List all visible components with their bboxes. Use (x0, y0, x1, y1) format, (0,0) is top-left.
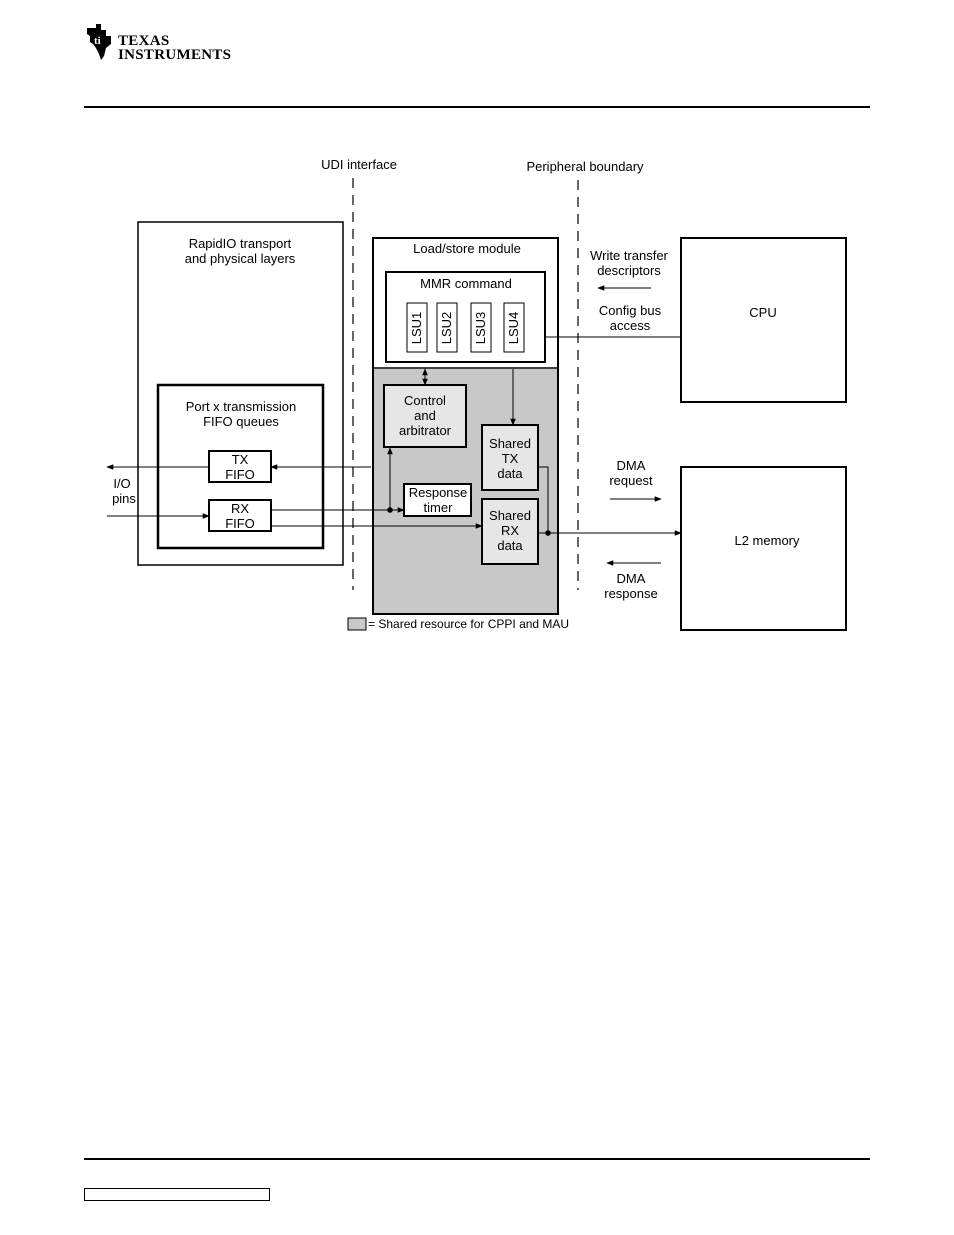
control-label-1: Control (404, 393, 446, 408)
svg-text:ti: ti (94, 35, 101, 47)
dma-response-label-1: DMA (616, 571, 646, 586)
shared-rx-label-3: data (497, 538, 523, 553)
l2-memory-label: L2 memory (734, 533, 800, 548)
cpu-box (681, 238, 846, 402)
write-transfer-label-2: descriptors (597, 263, 661, 278)
logo-line-2: INSTRUMENTS (118, 47, 232, 63)
footer-rule (84, 1158, 870, 1160)
cpu-label: CPU (749, 305, 777, 320)
lsu2-label: LSU2 (439, 311, 454, 345)
rapidio-label-2: and physical layers (184, 251, 296, 266)
config-bus-label-2: access (609, 318, 651, 333)
udi-interface-label: UDI interface (321, 157, 397, 172)
legend-label: = Shared resource for CPPI and MAU (368, 617, 570, 631)
shared-tx-label-1: Shared (489, 436, 531, 451)
control-label-3: arbitrator (398, 423, 452, 438)
shared-tx-label-2: TX (501, 451, 519, 466)
shared-tx-label-3: data (497, 466, 523, 481)
control-label-2: and (414, 408, 436, 423)
lsm-title: Load/store module (413, 241, 521, 256)
junction-dot-l2 (545, 530, 551, 536)
tx-fifo-label-2: FIFO (225, 467, 255, 482)
rx-fifo-label-1: RX (230, 501, 250, 516)
lsu3-label: LSU3 (473, 311, 488, 345)
config-bus-label-1: Config bus (598, 303, 662, 318)
junction-dot (387, 507, 393, 513)
write-transfer-label-1: Write transfer (590, 248, 668, 263)
mmr-command-label: MMR command (420, 276, 512, 291)
peripheral-boundary-label: Peripheral boundary (526, 159, 644, 174)
port-label-2: FIFO queues (203, 414, 279, 429)
shared-rx-label-2: RX (500, 523, 520, 538)
rapidio-label-1: RapidIO transport (188, 236, 292, 251)
l2-memory-box (681, 467, 846, 630)
io-pins-label-1: I/O (113, 476, 131, 491)
dma-request-label-2: request (609, 473, 653, 488)
dma-response-label-2: response (604, 586, 658, 601)
io-pins-label-2: pins (112, 491, 136, 506)
shared-rx-label-1: Shared (489, 508, 531, 523)
footer-box (84, 1188, 270, 1201)
logo-line-1: TEXAS (118, 33, 170, 49)
legend-swatch (348, 618, 366, 630)
tx-fifo-label-1: TX (231, 452, 249, 467)
lsu1-label: LSU1 (409, 311, 424, 345)
lsu4-label: LSU4 (506, 311, 521, 345)
dma-request-label-1: DMA (616, 458, 646, 473)
response-timer-label-2: timer (423, 500, 453, 515)
response-timer-label-1: Response (408, 485, 468, 500)
port-label-1: Port x transmission (185, 399, 297, 414)
rx-fifo-label-2: FIFO (225, 516, 255, 531)
